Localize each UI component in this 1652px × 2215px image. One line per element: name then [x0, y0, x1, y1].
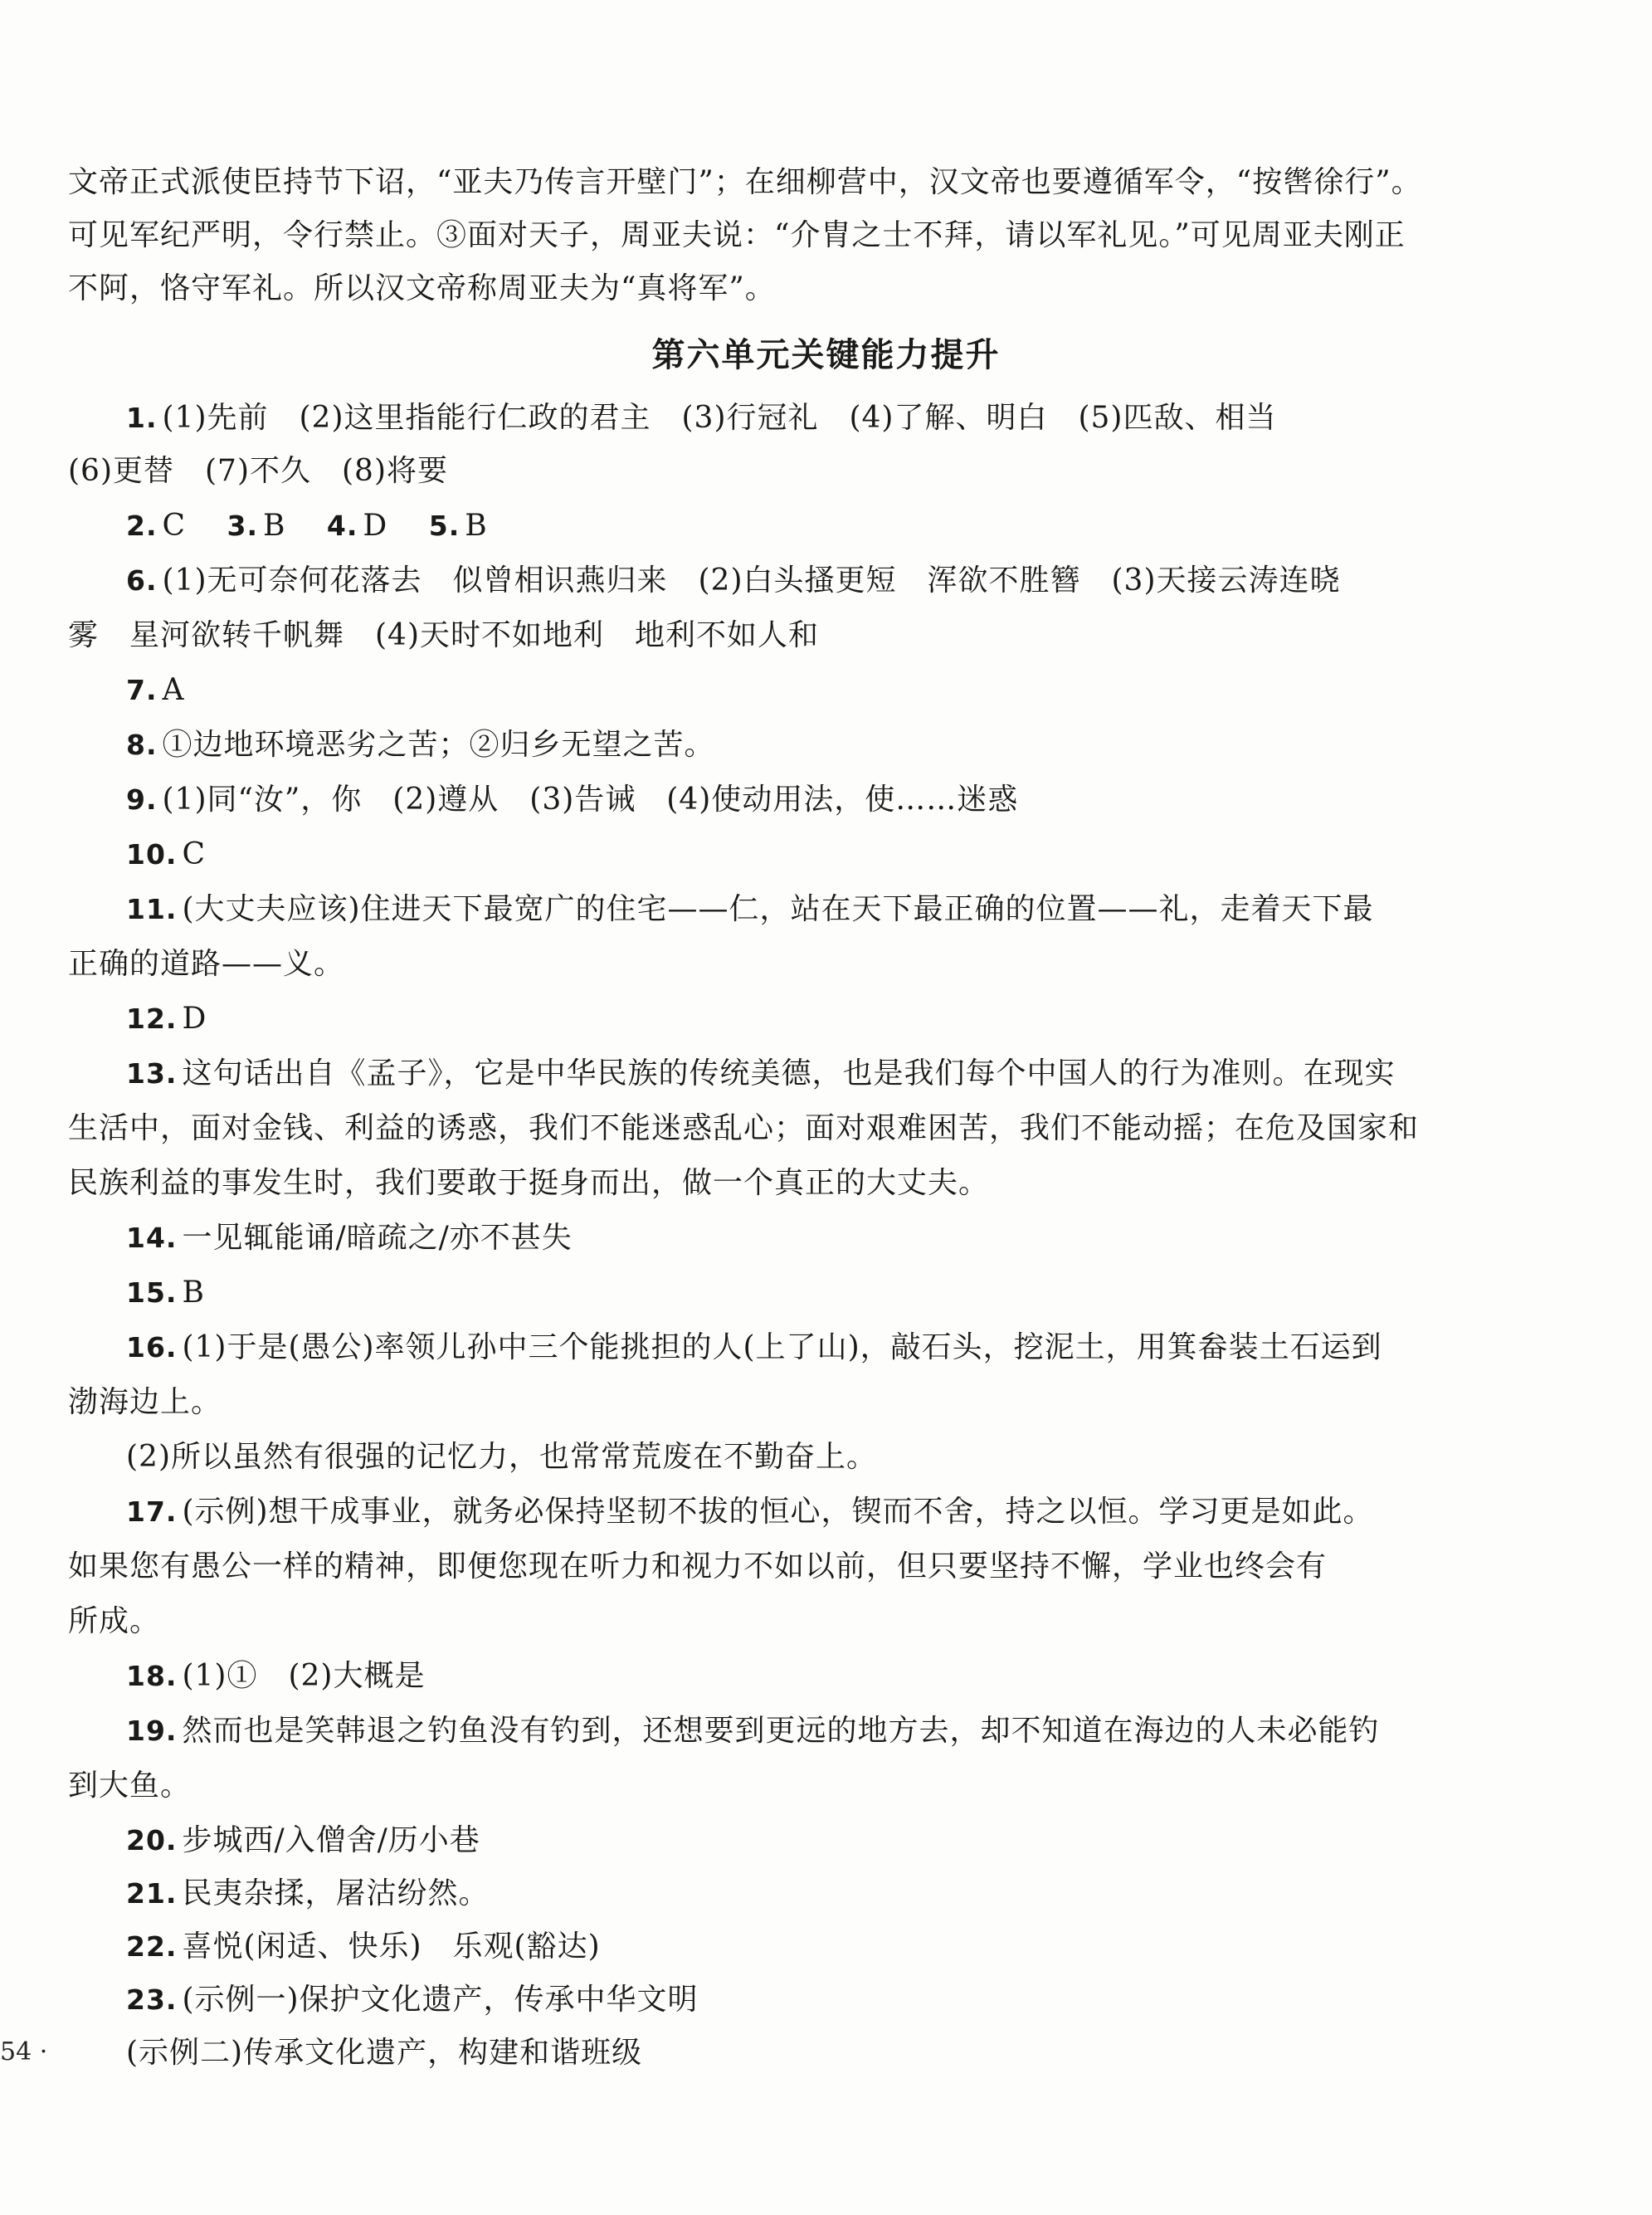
answer-text: (示例一)保护文化遗产，传承中华文明 — [182, 1983, 699, 2017]
answer-line — [126, 999, 207, 1039]
answer-number: 22. — [126, 1930, 178, 1963]
answer-number: 3. — [227, 510, 258, 542]
answer-text: 然而也是笑韩退之钓鱼没有钓到，还想要到更远的地方去，却不知道在海边的人未必能钓 — [182, 1714, 1380, 1748]
answer-line — [126, 780, 1018, 820]
answer-text: 民夷杂揉，屠沽纷然。 — [182, 1876, 490, 1910]
answer-line — [126, 398, 1276, 438]
page-number: 54 · — [0, 2037, 48, 2066]
answer-line — [126, 1874, 489, 1914]
answer-number: 2. — [126, 510, 158, 542]
answer-line — [126, 725, 715, 765]
prev-text-line: 文帝正式派使臣持节下诏，“亚夫乃传言开壁门”；在细柳营中，汉文帝也要遵循军令，“按辔徐行”。 — [68, 165, 1422, 199]
answer-text: A — [162, 673, 185, 707]
answer-text: C — [182, 837, 207, 871]
answer-text: (1)同“汝”，你 (2)遵从 (3)告诫 (4)使动用法，使……迷惑 — [162, 783, 1019, 817]
answer-continuation: 渤海边上。 — [68, 1385, 222, 1419]
answer-number: 5. — [428, 510, 461, 542]
answer-text: D — [182, 1002, 207, 1036]
answer-number: 13. — [126, 1057, 178, 1090]
answer-continuation: 到大鱼。 — [68, 1769, 192, 1803]
answer-number: 7. — [126, 674, 158, 706]
answer-text: 一见辄能诵/暗疏之/亦不甚失 — [182, 1221, 573, 1255]
prev-text-line: 不阿，恪守军礼。所以汉文帝称周亚夫为“真将军”。 — [68, 271, 776, 305]
answer-number: 9. — [126, 783, 158, 816]
answer-number: 11. — [126, 893, 178, 925]
answer-line — [126, 1328, 1382, 1368]
answer-line — [126, 1492, 1374, 1532]
answer-continuation: 正确的道路——义。 — [68, 947, 345, 981]
answer-number: 23. — [126, 1983, 178, 2016]
answer-text: B — [465, 509, 488, 543]
answer-text: (1)于是(愚公)率领儿孙中三个能挑担的人(上了山)，敲石头，挖泥土，用箕畚装土石运到 — [182, 1330, 1382, 1364]
answer-line — [126, 1711, 1379, 1751]
answer-subpart: (示例二)传承文化遗产，构建和谐班级 — [126, 2036, 643, 2070]
answer-text: 这句话出自《孟子》，它是中华民族的传统美德，也是我们每个中国人的行为准则。在现实 — [182, 1056, 1396, 1090]
answer-line — [126, 1980, 699, 2020]
answer-continuation: (6)更替 (7)不久 (8)将要 — [68, 454, 448, 488]
answer-continuation: 如果您有愚公一样的精神，即便您现在听力和视力不如以前，但只要坚持不懈，学业也终会有 — [68, 1549, 1328, 1583]
answer-number: 18. — [126, 1660, 178, 1692]
answer-number: 1. — [126, 402, 158, 434]
answer-line — [126, 506, 488, 546]
answer-text: (1)① (2)大概是 — [182, 1659, 426, 1693]
answer-number: 10. — [126, 838, 178, 871]
answer-continuation: 所成。 — [68, 1604, 161, 1638]
prev-text-line: 可见军纪严明，令行禁止。③面对天子，周亚夫说：“介胄之士不拜，请以军礼见。”可见周亚夫刚正 — [68, 218, 1406, 252]
answer-text: D — [363, 509, 419, 543]
answer-line — [126, 671, 185, 710]
answer-number: 19. — [126, 1715, 178, 1747]
section-title: 第六单元关键能力提升 — [651, 336, 1001, 374]
answer-continuation: 生活中，面对金钱、利益的诱惑，我们不能迷惑乱心；面对艰难困苦，我们不能动摇；在危及国家和 — [68, 1111, 1420, 1145]
answer-continuation: 民族利益的事发生时，我们要敢于挺身而出，做一个真正的大丈夫。 — [68, 1166, 990, 1200]
answer-line — [126, 1821, 480, 1861]
answer-line — [126, 890, 1374, 929]
answer-text: C — [162, 509, 217, 543]
answer-number: 4. — [326, 510, 358, 542]
answer-text: B — [182, 1276, 205, 1310]
answer-text: (大丈夫应该)住进天下最宽广的住宅——仁，站在天下最正确的位置——礼，走着天下最 — [182, 892, 1374, 926]
answer-subpart: (2)所以虽然有很强的记忆力，也常常荒废在不勤奋上。 — [126, 1440, 877, 1474]
answer-text: B — [263, 509, 317, 543]
answer-number: 15. — [126, 1276, 178, 1309]
answer-line — [126, 835, 206, 875]
answer-number: 17. — [126, 1495, 178, 1528]
answer-line — [126, 1273, 205, 1313]
answer-number: 16. — [126, 1331, 178, 1364]
answer-text: (1)无可奈何花落去 似曾相识燕归来 (2)白头搔更短 浑欲不胜簪 (3)天接云涛连晓 — [162, 564, 1341, 598]
answer-number: 6. — [126, 564, 158, 597]
answer-number: 21. — [126, 1877, 178, 1910]
answer-line — [126, 1054, 1395, 1094]
answer-line — [126, 1927, 601, 1967]
answer-number: 12. — [126, 1003, 178, 1035]
answer-line — [126, 561, 1340, 601]
answer-text: (1)先前 (2)这里指能行仁政的君主 (3)行冠礼 (4)了解、明白 (5)匹敌、相当 — [162, 401, 1277, 435]
answer-number: 14. — [126, 1222, 178, 1254]
answer-line — [126, 1218, 573, 1258]
answer-number: 20. — [126, 1824, 178, 1856]
answer-text: (示例)想干成事业，就务必保持坚韧不拔的恒心，锲而不舍，持之以恒。学习更是如此。 — [182, 1495, 1374, 1529]
answer-continuation: 雾 星河欲转千帆舞 (4)天时不如地利 地利不如人和 — [68, 618, 819, 652]
answer-text: ①边地环境恶劣之苦；②归乡无望之苦。 — [162, 728, 715, 762]
answer-line — [126, 1656, 425, 1696]
answer-text: 步城西/入僧舍/历小巷 — [182, 1823, 480, 1857]
answer-text: 喜悦(闲适、快乐) 乐观(豁达) — [182, 1930, 601, 1964]
answer-number: 8. — [126, 729, 158, 761]
